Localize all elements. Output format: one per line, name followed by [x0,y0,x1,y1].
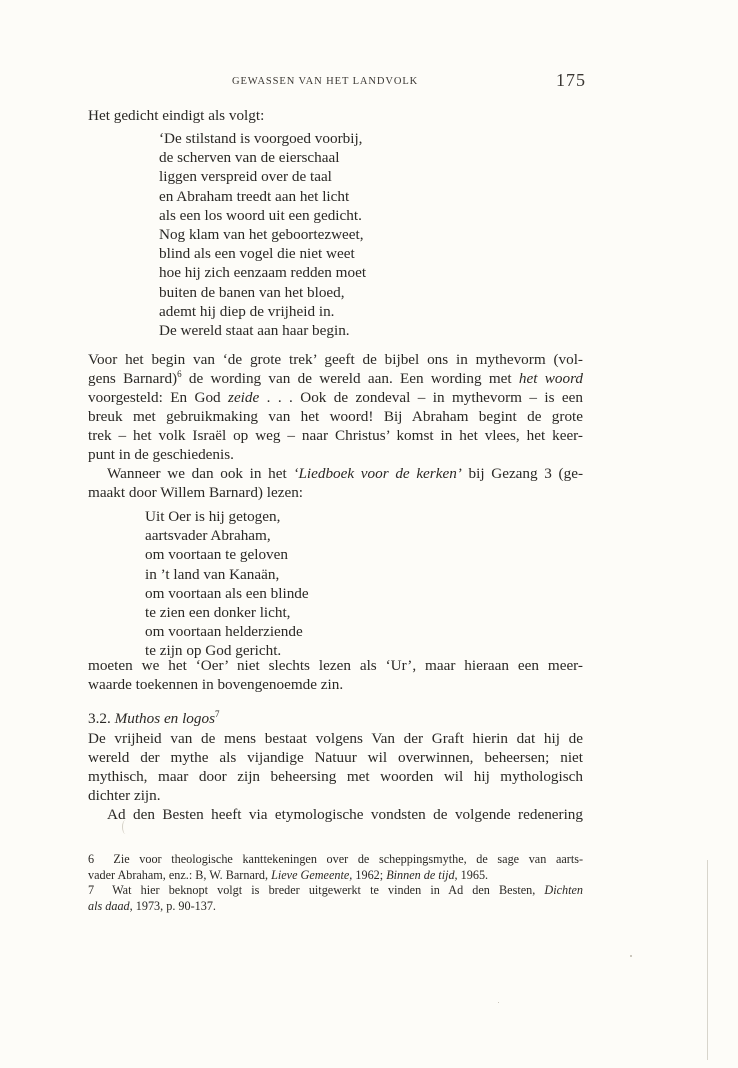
poem-gezang-3 [145,507,309,661]
intro-line: Het gedicht eindigt als volgt: [88,107,265,124]
text-line: wereld der mythe als vijandige Natuur wil overwinnen, beheersen; niet [88,749,583,766]
poem-abraham [159,129,366,340]
paper-speck [498,1002,499,1003]
poem-line: de scherven van de eierschaal [159,149,340,167]
poem-line: De wereld staat aan haar begin. [159,322,350,340]
paragraph-grote-trek [88,350,583,464]
text-line: waarde toekennen in bovengenoemde zin. [88,676,344,693]
poem-intro [88,106,583,125]
poem-line: ‘De stilstand is voorgoed voorbij, [159,130,363,147]
poem-line: aartsvader Abraham, [145,527,271,545]
poem-line: buiten de banen van het bloed, [159,283,345,301]
section-heading [88,710,219,728]
footnote-6-line: vader Abraham, enz.: B, W. Barnard, Lieve Gemeente, 1962; Binnen de tijd, 1965. [88,867,489,882]
text-line: Ad den Besten heeft via etymologische vondsten de volgende redenering [107,806,583,823]
paper-smudge [122,820,129,834]
poem-line: ademt hij diep de vrijheid in. [159,302,335,320]
poem-line: blind als een vogel die niet weet [159,245,355,263]
footnote-ref-7[interactable]: 7 [214,709,220,719]
section-title: Muthos en logos [114,710,215,727]
text-line: voorgesteld: En God zeide . . . Ook de zondeval – in mythevorm – is een [88,389,583,406]
poem-line: hoe hij zich eenzaam redden moet [159,264,367,282]
paragraph-oer [88,656,583,694]
text-line: trek – het volk Israël op weg – naar Christus’ komst in het vlees, het keer- [88,427,583,444]
poem-line: Uit Oer is hij getogen, [145,508,281,525]
poem-line: om voortaan te geloven [145,546,288,564]
poem-line: in ’t land van Kanaän, [145,565,280,583]
text-line: punt in de geschiedenis. [88,446,234,463]
text-line: mythisch, maar door zijn beheersing met woorden wil hij mythologisch [88,768,583,785]
poem-line: Nog klam van het geboortezweet, [159,226,364,244]
text-line: Voor het begin van ‘de grote trek’ geeft de bijbel ons in mythevorm (vol- [88,351,583,368]
text-line: breuk met gebruikmaking van het woord! Bij Abraham begint de grote [88,408,583,425]
text-line: maakt door Willem Barnard) lezen: [88,484,304,501]
paper-speck [630,955,632,957]
text-line: dichter zijn. [88,787,161,804]
paragraph-vrijheid [88,729,583,805]
footnote-ref-6[interactable]: 6 [177,369,182,379]
footnote-number: 7 [88,883,95,897]
footnote-7-line: als daad, 1973, p. 90-137. [88,898,216,913]
text-line: gens Barnard)$^6$ de wording van de wereld aan. Een wording met het woord [88,369,584,387]
poem-line: te zijn op God gericht. [145,642,282,660]
footnote-6-line: 6 Zie voor theologische kanttekeningen over de scheppingsmythe, de sage van aarts- [88,852,584,866]
text-line: Wanneer we dan ook in het ‘Liedboek voor de kerken’ bij Gezang 3 (ge- [107,465,583,482]
poem-line: te zien een donker licht, [145,604,291,622]
footnote-7-line: 7 Wat hier beknopt volgt is breder uitgewerkt te vinden in Ad den Besten, Dichten [88,883,583,897]
footnotes [88,852,583,914]
poem-line: als een los woord uit een gedicht. [159,206,362,224]
poem-line: om voortaan helderziende [145,623,303,641]
footnote-number: 6 [88,852,95,866]
paragraph-liedboek [88,464,583,502]
section-number: 3.2. [88,710,111,727]
text-line: De vrijheid van de mens bestaat volgens Van der Graft hierin dat hij de [88,730,583,747]
page-number: 175 [556,70,586,90]
running-head: GEWASSEN VAN HET LANDVOLK [232,76,419,87]
text-line: moeten we het ‘Oer’ niet slechts lezen als ‘Ur’, maar hieraan een meer- [88,657,583,674]
poem-line: om voortaan als een blinde [145,584,309,602]
poem-line: en Abraham treedt aan het licht [159,187,350,205]
poem-line: liggen verspreid over de taal [159,168,332,186]
paragraph-den-besten [88,805,583,824]
page-edge-shadow [707,860,708,1060]
